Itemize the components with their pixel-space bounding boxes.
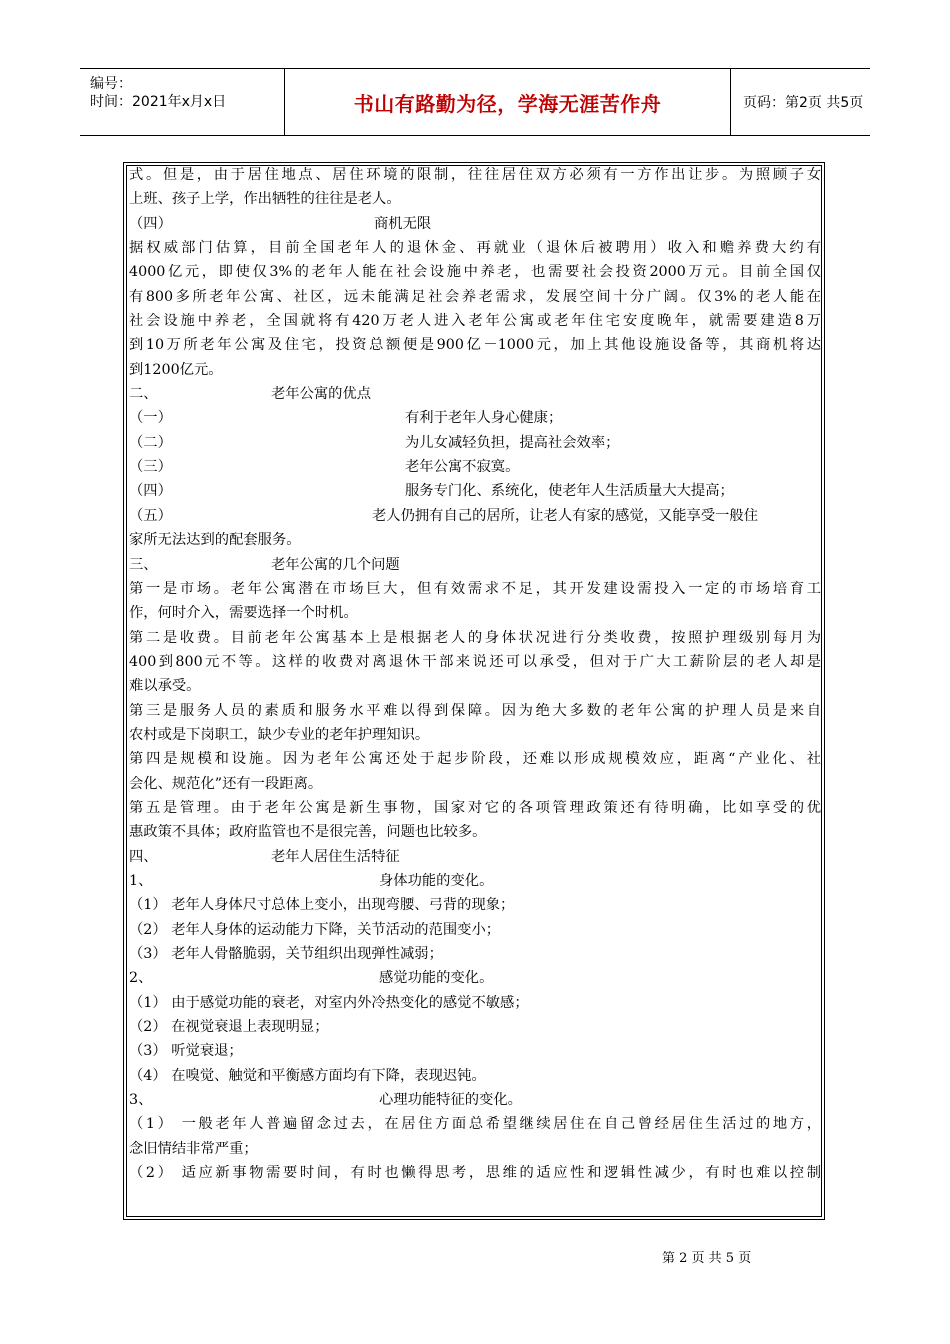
section-heading: 身体功能的变化。 [379,872,494,889]
text-line [129,406,821,430]
date-label: 时间：2021年x月x日 [90,94,227,110]
text-line [129,1088,821,1112]
header-table [80,68,870,136]
text-line [129,504,821,528]
text-line: 第四是规模和设施。因为老年公寓还处于起步阶段，还难以形成规模效应，距离“产业化、社 [129,751,821,768]
text-line: 到10万所老年公寓及住宅，投资总额便是900亿－1000元，加上其他设施设备等，其商机将达 [129,337,821,354]
section-heading: 有利于老年人身心健康； [405,410,563,427]
text-line: 念旧情结非常严重； [129,1140,258,1157]
section-heading: 老人仍拥有自己的居所，让老人有家的感觉，又能享受一般住 [372,507,759,524]
text-line [129,382,821,406]
text-line [129,966,821,990]
text-line: 第五是管理。由于老年公寓是新生事物，国家对它的各项管理政策还有待明确，比如享受的优 [129,799,821,816]
section-heading: 老年公寓的优点 [271,386,372,403]
text-line: 会化、规范化”还有一段距离。 [129,775,323,792]
text-line: （1） 老年人身体尺寸总体上变小，出现弯腰、弓背的现象； [129,897,515,914]
section-number: 二、 [129,386,158,403]
text-line: 第一是市场。老年公寓潜在市场巨大，但有效需求不足，其开发建设需投入一定的市场培育工 [129,580,821,597]
text-line: （1） 由于感觉功能的衰老，对室内外冷热变化的感觉不敏感； [129,994,529,1011]
text-line: （3） 老年人骨骼脆弱，关节组织出现弹性减弱； [129,946,443,962]
section-number: 四、 [129,848,158,865]
text-line: 惠政策不具体；政府监管也不是很完善，问题也比较多。 [129,824,487,841]
text-line: 400到800元不等。这样的收费对离退休干部来说还可以承受，但对于广大工薪阶层的老人却是 [129,653,821,670]
section-heading: 感觉功能的变化。 [379,970,494,987]
text-line: （2） 适应新事物需要时间，有时也懒得思考，思维的适应性和逻辑性减少，有时也难以控制 [129,1165,821,1182]
text-line: （2） 在视觉衰退上表现明显； [129,1019,329,1036]
text-line: 4000亿元，即使仅3%的老年人能在社会设施中养老，也需要社会投资2000万元。目前全国仅 [129,264,821,281]
section-heading: 老年公寓不寂寞。 [405,459,520,476]
text-line: （2） 老年人身体的运动能力下降，关节活动的范围变小； [129,921,501,938]
text-line: 式。但是，由于居住地点、居住环境的限制，往往居住双方必须有一方作出让步。为照顾子女 [129,167,821,183]
text-line: 难以承受。 [129,678,201,695]
text-line: 社会设施中养老，全国就将有420万老人进入老年公寓或老年住宅安度晚年，就需要建造8万 [129,313,821,330]
section-heading: 老年人居住生活特征 [271,848,400,865]
text-line: 家所无法达到的配套服务。 [129,532,301,549]
section-number: （一） [129,410,172,427]
serial-number-label: 编号： [90,76,132,92]
text-line: （1） 一般老年人普遍留念过去，在居住方面总希望继续居住在自己曾经居住生活过的地方， [129,1116,821,1133]
section-heading: 服务专门化、系统化，使老年人生活质量大大提高； [405,483,734,500]
document-body [123,162,825,1220]
section-heading: 商机无限 [374,215,432,232]
section-number: 2、 [129,970,153,987]
text-line: 据权威部门估算，目前全国老年人的退休金、再就业（退休后被聘用）收入和赡养费大约有 [129,240,821,257]
text-line: （4） 在嗅觉、触觉和平衡感方面均有下降，表现迟钝。 [129,1067,486,1084]
text-line [129,431,821,455]
text-line: 到1200亿元。 [129,361,223,378]
page-number-label: 页码：第2页 共5页 [743,95,864,111]
section-number: 3、 [129,1092,153,1109]
text-line: 有800多所老年公寓、社区，远未能满足社会养老需求，发展空间十分广阔。仅3%的老人能在 [129,288,821,305]
body-text [129,163,821,1185]
header-left-cell [80,69,285,135]
page-footer: 第 2 页 共 5 页 [662,1251,752,1266]
section-heading: 老年公寓的几个问题 [271,556,400,573]
text-line [129,455,821,479]
motto-banner: 书山有路勤为径，学海无涯苦作舟 [285,69,731,135]
section-number: （五） [129,507,172,524]
text-line: 农村或是下岗职工，缺少专业的老年护理知识。 [129,726,430,743]
text-line [129,479,821,503]
section-number: （四） [129,215,172,232]
text-line [129,212,821,236]
text-line [129,845,821,869]
section-number: 1、 [129,872,153,889]
text-line: （3） 听觉衰退； [129,1043,243,1060]
text-line [129,869,821,893]
section-number: 三、 [129,556,158,573]
text-line: 作，何时介入，需要选择一个时机。 [129,605,358,622]
section-number: （四） [129,483,172,500]
text-line: 第三是服务人员的素质和服务水平难以得到保障。因为绝大多数的老年公寓的护理人员是来自 [129,702,821,719]
section-heading: 为儿女减轻负担，提高社会效率； [405,434,620,451]
text-line: 第二是收费。目前老年公寓基本上是根据老人的身体状况进行分类收费，按照护理级别每月为 [129,629,821,646]
section-heading: 心理功能特征的变化。 [379,1092,522,1109]
text-line [129,553,821,577]
section-number: （二） [129,434,172,451]
text-line: 上班、孩子上学，作出牺牲的往往是老人。 [129,191,401,208]
section-number: （三） [129,459,172,476]
